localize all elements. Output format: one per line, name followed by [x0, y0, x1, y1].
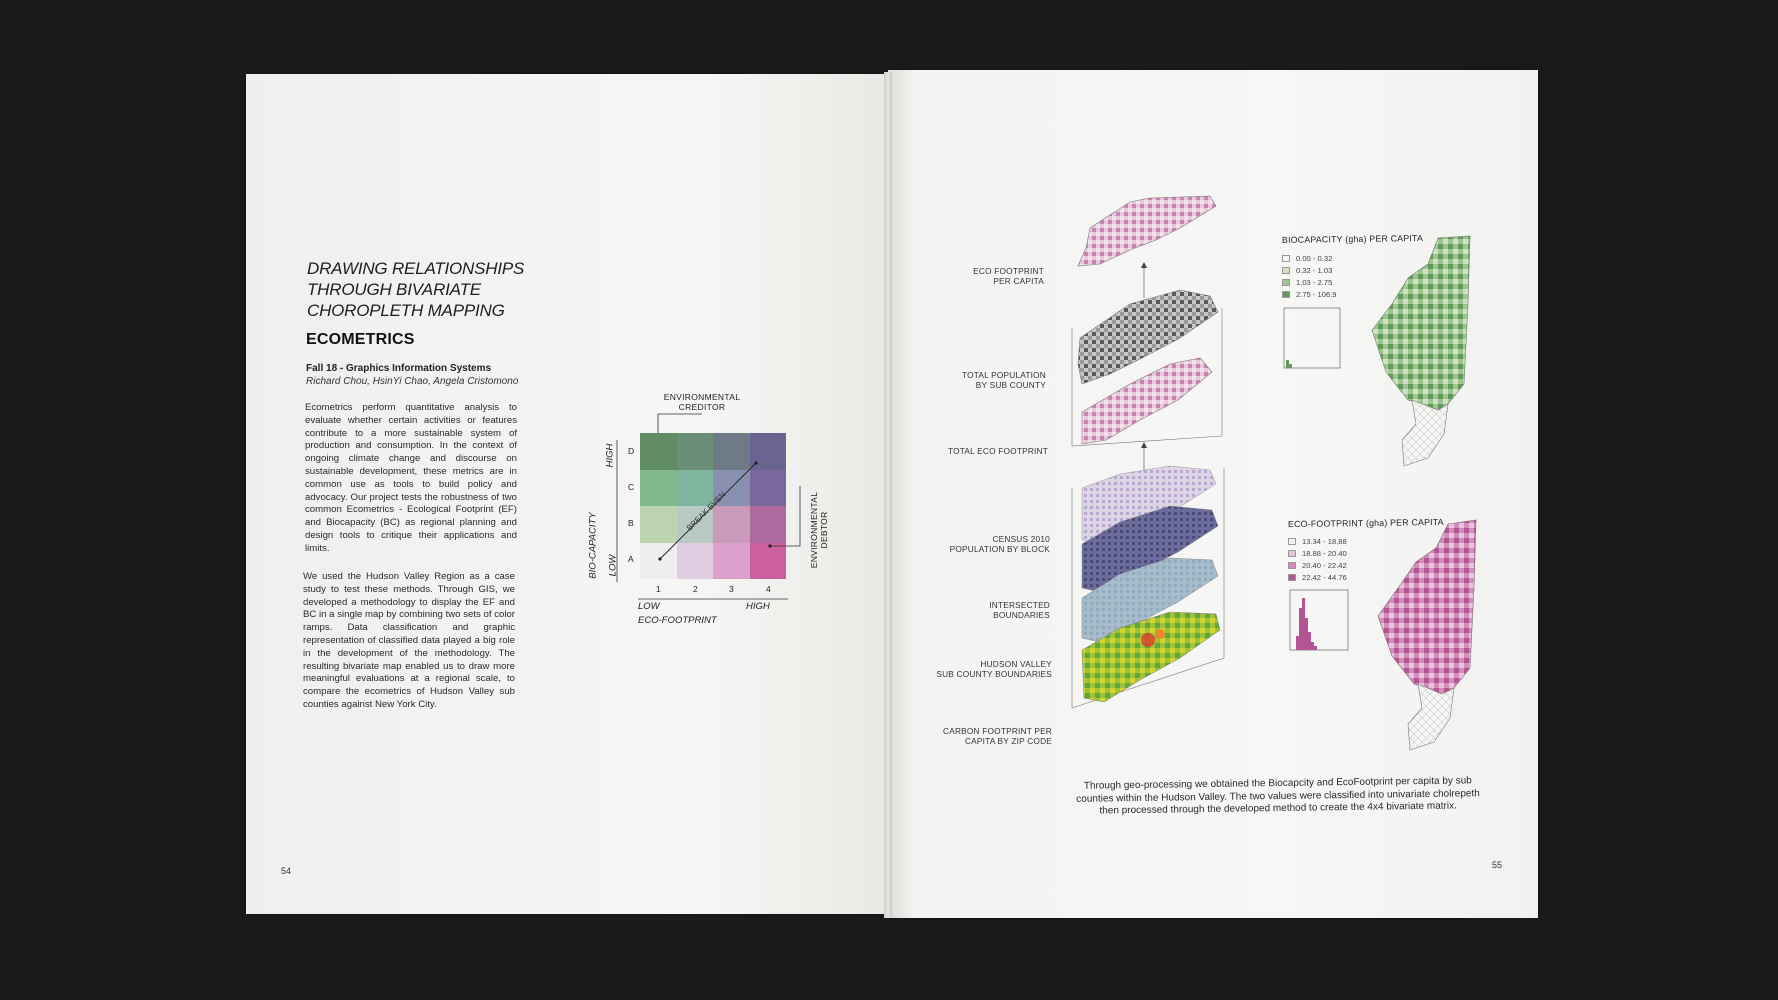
legend-item: [1282, 252, 1337, 264]
biocapacity-legend: [1282, 252, 1337, 300]
title-line: CHOROPLETH MAPPING: [307, 301, 505, 320]
x-axis-high: HIGH: [746, 601, 770, 612]
biocapacity-histogram: [1282, 306, 1344, 372]
page-number-left: 54: [281, 866, 292, 876]
label-line: SUB COUNTY BOUNDARIES: [936, 669, 1052, 679]
row-label: D: [628, 446, 635, 456]
course-name: Fall 18 - Graphics Information Systems: [306, 363, 492, 374]
layer-label-total-population: [906, 370, 1046, 390]
legend-item: [1288, 571, 1347, 583]
label-line: TOTAL ECO FOOTPRINT: [948, 446, 1048, 456]
legend-label: 20.40 - 22.42: [1302, 560, 1347, 570]
label-line: BOUNDARIES: [993, 610, 1050, 620]
label-line: CENSUS 2010: [992, 534, 1050, 544]
layer-label-census: [910, 534, 1050, 554]
x-axis-title: ECO-FOOTPRINT: [638, 615, 717, 626]
legend-swatch: [1288, 562, 1296, 569]
debtor-leader-line: [760, 480, 810, 560]
label-line: TOTAL POPULATION: [961, 370, 1046, 380]
y-axis-high: HIGH: [604, 443, 616, 468]
legend-swatch: [1288, 538, 1296, 545]
legend-item: [1282, 264, 1337, 276]
row-label: C: [628, 482, 635, 492]
book-spine: [884, 72, 892, 918]
label-line: BY SUB COUNTY: [975, 380, 1046, 390]
legend-label: 2.75 - 106.9: [1296, 289, 1337, 299]
title-line: DRAWING RELATIONSHIPS: [307, 259, 525, 278]
col-label: 3: [729, 584, 734, 594]
label-line: ENVIRONMENTAL: [663, 392, 741, 402]
y-axis-line: [612, 440, 622, 590]
legend-item: [1288, 559, 1347, 571]
authors: Richard Chou, HsinYi Chao, Angela Cristomono: [306, 376, 519, 387]
legend-swatch: [1282, 255, 1290, 262]
row-label: A: [628, 554, 634, 564]
ecofootprint-histogram: [1288, 588, 1352, 654]
label-line: INTERSECTED: [989, 600, 1050, 610]
body-paragraph: Ecometrics perform quantitative analysis to evaluate whether certain activities or features contribute to a more sustainable system of production and consumption. In the context of ongoing climate change and discourse on sustainable development, these metrics are in common use as tools to build policy and advocacy. Our project tests the robustness of two common Ecometrics - Ecological Footprint (EF) and Biocapacity (BC) as regional planning and design tools to critique their applications and limits.: [305, 402, 517, 554]
page-number-right: 55: [1492, 860, 1503, 870]
layer-label-eco-footprint: [904, 266, 1044, 286]
layer-label-intersected: [910, 600, 1050, 620]
layer-label-total-eco-footprint: [908, 446, 1048, 456]
label-line: POPULATION BY BLOCK: [949, 544, 1050, 554]
body-paragraph: We used the Hudson Valley Region as a case study to test these methods. Through GIS, we developed a methodology to display the EF and BC in a single map by combining two sets of color ramps. Data classification and graphic representation of classified data played a big role in the development of the methodology. The resulting bivariate map enabled us to draw more meaningful evaluations at a regional scale, to compare the ecometrics of Hudson Valley sub counties against New York City.: [303, 571, 515, 710]
label-line: HUDSON VALLEY: [980, 659, 1052, 669]
layer-label-sub-county: [912, 659, 1052, 679]
legend-item: [1288, 547, 1347, 559]
col-label: 2: [693, 584, 698, 594]
legend-item: [1282, 276, 1337, 288]
legend-label: 18.88 - 20.40: [1302, 548, 1347, 558]
ecofootprint-legend: [1288, 535, 1347, 583]
legend-label: 22.42 - 44.76: [1302, 572, 1347, 582]
legend-label: 1.03 - 2.75: [1296, 277, 1333, 287]
legend-swatch: [1282, 279, 1290, 286]
label-line: CARBON FOOTPRINT PER: [943, 726, 1052, 736]
legend-swatch: [1288, 550, 1296, 557]
legend-label: 0.00 - 0.32: [1296, 253, 1333, 263]
legend-label: 0.32 - 1.03: [1296, 265, 1333, 275]
ecofootprint-legend-title: ECO-FOOTPRINT (gha) PER CAPITA: [1287, 516, 1444, 530]
label-line: DEBTOR: [819, 511, 829, 549]
environmental-debtor-label: [809, 485, 829, 575]
legend-item: [1282, 288, 1337, 300]
x-axis-low: LOW: [638, 601, 660, 612]
ecofootprint-map: [1374, 518, 1484, 754]
figure-caption: Through geo-processing we obtained the Biocapcity and EcoFootprint per capita by sub counties within the Hudson Valley. The two values were classified into univariate cholrepeth then processed through the developed method to create the 4x4 bivariate matrix.: [1076, 775, 1480, 817]
legend-label: 13.34 - 18.88: [1302, 536, 1347, 546]
label-line: CREDITOR: [678, 402, 726, 412]
biocapacity-legend-title: BIOCAPACITY (gha) PER CAPITA: [1281, 233, 1424, 245]
label-line: ENVIRONMENTAL: [809, 491, 819, 569]
legend-item: [1288, 535, 1347, 547]
label-line: ECO FOOTPRINT: [973, 266, 1044, 276]
article-title: [307, 258, 567, 321]
label-line: PER CAPITA: [993, 276, 1044, 286]
col-label: 4: [766, 584, 771, 594]
biocapacity-map: [1368, 234, 1478, 474]
layer-label-carbon: [912, 726, 1052, 746]
section-heading: ECOMETRICS: [306, 331, 415, 348]
label-line: CAPITA BY ZIP CODE: [964, 736, 1052, 746]
y-axis-low: LOW: [607, 554, 619, 577]
break-even-label: BREAK EVEN: [684, 489, 728, 533]
legend-swatch: [1282, 291, 1290, 298]
layer-stack-illustration: [1060, 188, 1230, 748]
row-label: B: [628, 518, 634, 528]
legend-swatch: [1282, 267, 1290, 274]
environmental-creditor-label: [662, 392, 742, 412]
legend-swatch: [1288, 574, 1296, 581]
col-label: 1: [656, 584, 661, 594]
y-axis-title: BIO-CAPACITY: [587, 512, 599, 579]
title-line: THROUGH BIVARIATE: [307, 280, 481, 299]
